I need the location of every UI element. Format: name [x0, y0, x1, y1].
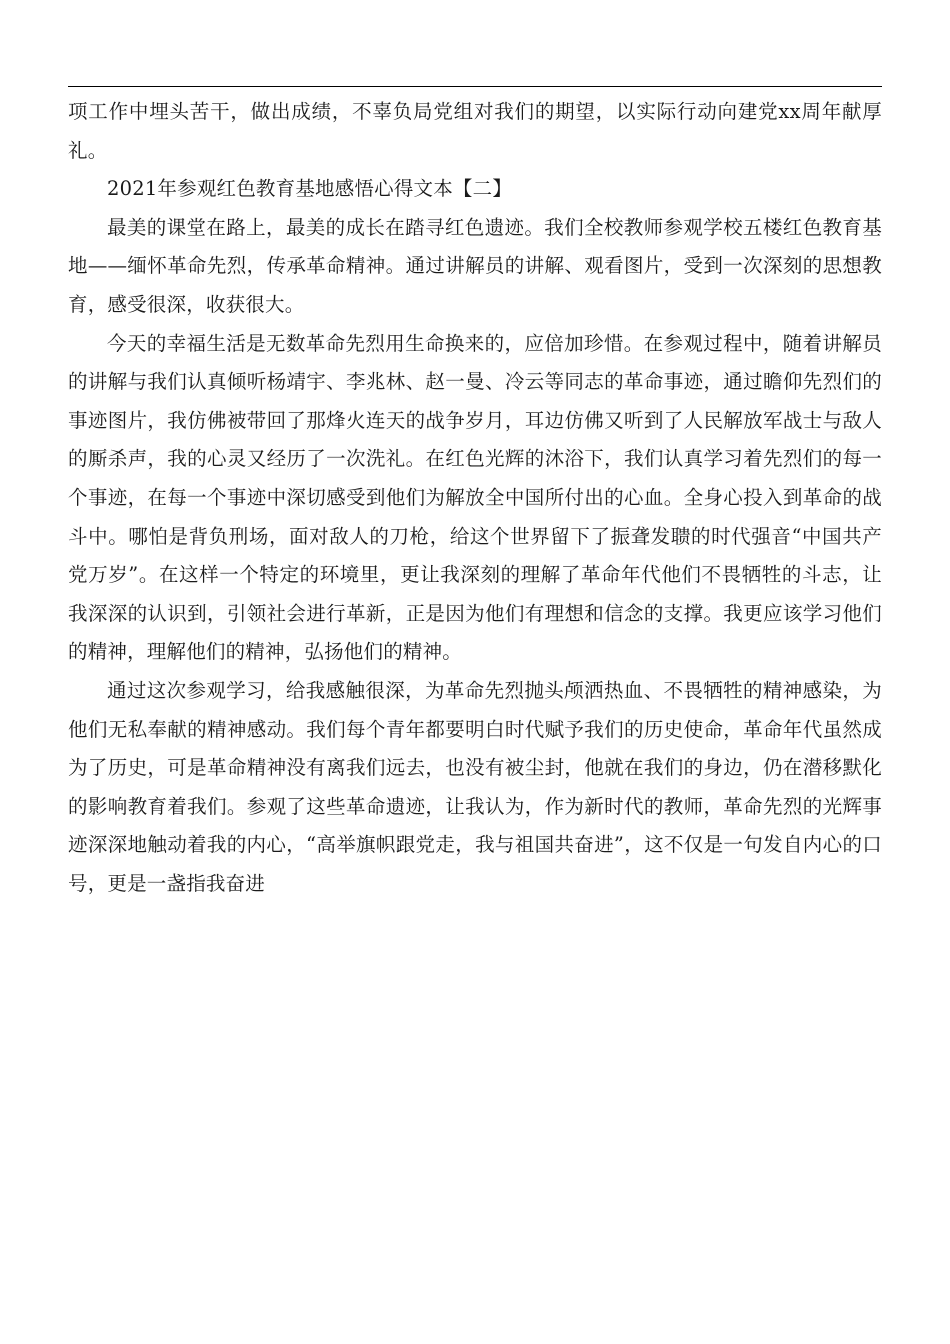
paragraph-continuation: 项工作中埋头苦干，做出成绩，不辜负局党组对我们的期望，以实际行动向建党xx周年献厚礼。	[68, 100, 882, 162]
paragraph-1: 最美的课堂在路上，最美的成长在踏寻红色遗迹。我们全校教师参观学校五楼红色教育基地——缅怀革命先烈，传承革命精神。通过讲解员的讲解、观看图片，受到一次深刻的思想教育，感受很深，收获很大。	[68, 215, 882, 316]
section-heading: 2021年参观红色教育基地感悟心得文本【二】	[107, 177, 513, 201]
document-body	[68, 93, 882, 903]
paragraph-2: 今天的幸福生活是无数革命先烈用生命换来的，应倍加珍惜。在参观过程中，随着讲解员的讲解与我们认真倾听杨靖宇、李兆林、赵一曼、冷云等同志的革命事迹，通过瞻仰先烈们的事迹图片，我仿佛被带回了那烽火连天的战争岁月，耳边仿佛又听到了人民解放军战士与敌人的厮杀声，我的心灵又经历了一次洗礼。在红色光辉的沐浴下，我们认真学习着先烈们的每一个事迹，在每一个事迹中深切感受到他们为解放全中国所付出的心血。全身心投入到革命的战斗中。哪怕是背负刑场，面对敌人的刀枪，给这个世界留下了振聋发聩的时代强音“中国共产党万岁”。在这样一个特定的环境里，更让我深刻的理解了革命年代他们不畏牺牲的斗志，让我深深的认识到，引领社会进行革新，正是因为他们有理想和信念的支撑。我更应该学习他们的精神，理解他们的精神，弘扬他们的精神。	[68, 331, 882, 664]
paragraph-3: 通过这次参观学习，给我感触很深，为革命先烈抛头颅洒热血、不畏牺牲的精神感染，为他们无私奉献的精神感动。我们每个青年都要明白时代赋予我们的历史使命，革命年代虽然成为了历史，可是革命精神没有离我们远去，也没有被尘封，他就在我们的身边，仍在潜移默化的影响教育着我们。参观了这些革命遗迹，让我认为，作为新时代的教师，革命先烈的光辉事迹深深地触动着我的内心，“高举旗帜跟党走，我与祖国共奋进”，这不仅是一句发自内心的口号，更是一盏指我奋进	[68, 678, 882, 895]
header-rule	[68, 86, 882, 87]
